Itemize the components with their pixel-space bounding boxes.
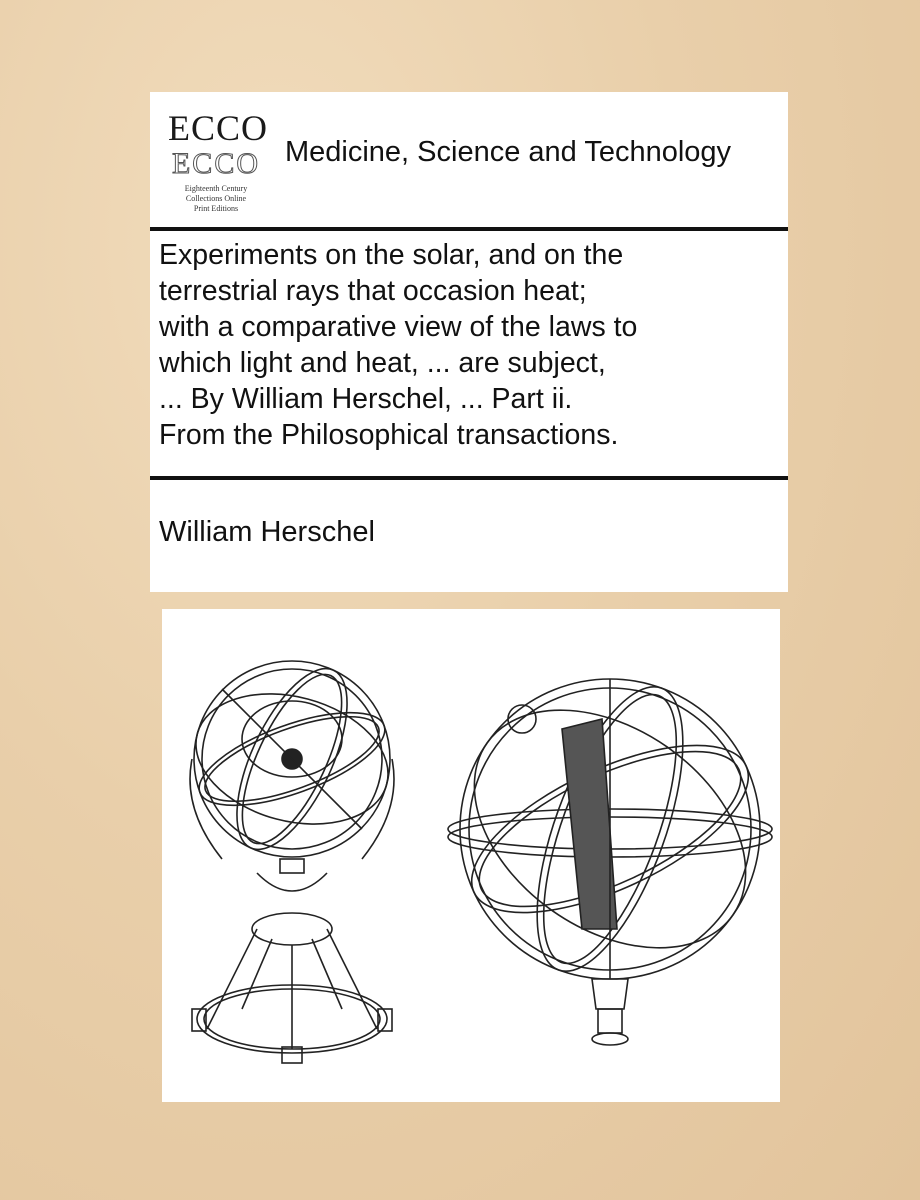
top-divider — [150, 227, 788, 231]
ecco-logo — [168, 108, 269, 220]
logo-outline-wordmark: ECCO — [171, 147, 260, 180]
logo-caption-line: Eighteenth Century — [184, 184, 248, 193]
book-title: Experiments on the solar, and on the terrestrial rays that occasion heat; with a comparative view of the laws to which light and heat, ... are subject, ... By William Herschel, ... Part ii. From the Philosophical transactions. — [159, 239, 638, 451]
logo-caption-line: Collections Online — [185, 194, 247, 203]
logo-wordmark: ECCO — [168, 108, 269, 148]
book-author: William Herschel — [159, 516, 375, 548]
logo-caption — [168, 184, 264, 214]
bottom-divider — [150, 476, 788, 480]
logo-caption-line: Print Editions — [193, 204, 239, 213]
left-armillary-sphere — [181, 653, 402, 1063]
series-title: Medicine, Science and Technology — [285, 136, 732, 168]
right-armillary-sphere — [430, 661, 780, 1045]
armillary-spheres-illustration — [162, 609, 780, 1102]
cover-text-panel — [150, 92, 788, 592]
